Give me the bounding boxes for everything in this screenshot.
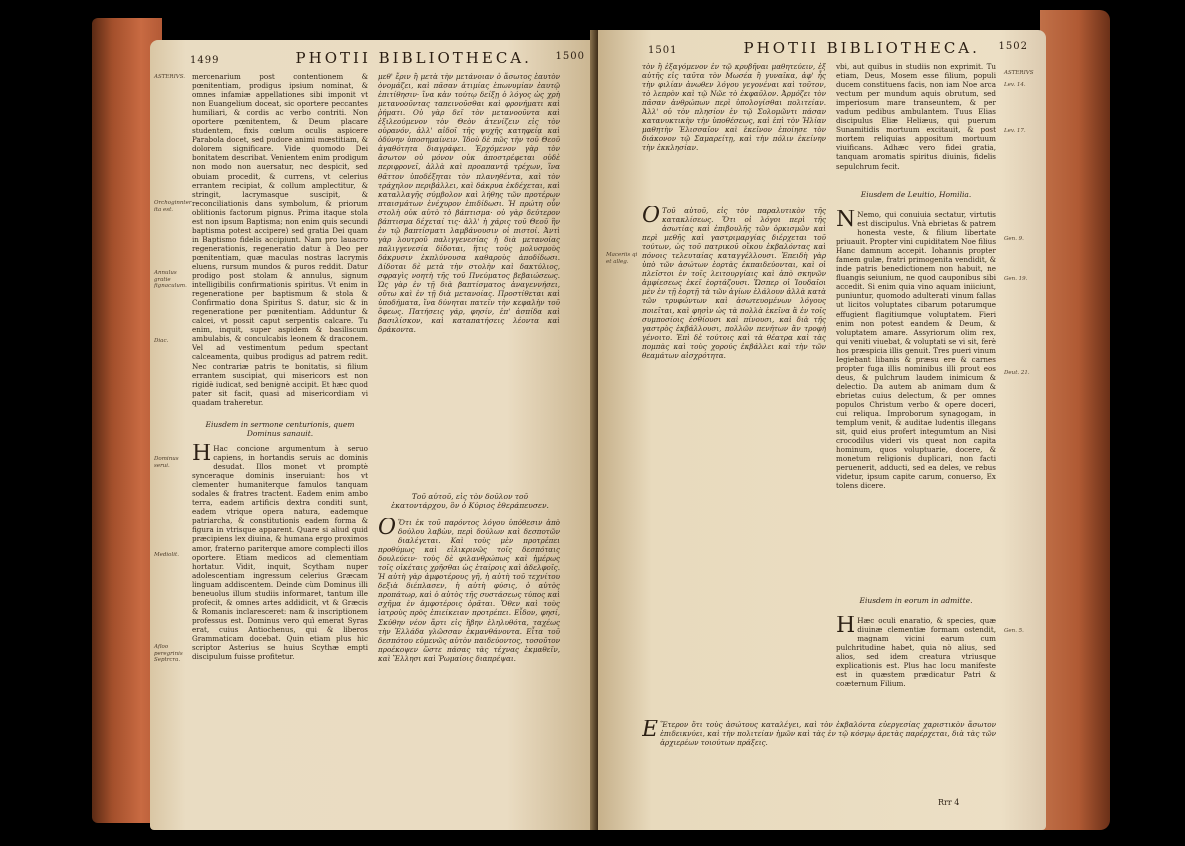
drop-cap: E — [642, 720, 659, 742]
latin-text: vbi, aut quibus in studiis non exprimit. Tu etiam, Deus, Mosem esse filium, populi ducem constituens facis, non iam Noe arca vectum per mundum aquis obrutum, sed imperiosum mare transeuntem, & per vadum pedibus ambulantem. Tuus Elias discipulus Eliæ Heliæus, qui puerum Sunamitidis mortuum excitauit, & post mortem reliquias appositum mortuum viuificans. Adhæc vero fidei gratia, tanquam aromatis spiritus diuinis, fidelis sepulchrum fecit. — [836, 62, 996, 171]
margin-note: ASTERIVS. — [154, 74, 186, 80]
greek-text: Τοῦ αὐτοῦ, εἰς τὸν παραλυτικὸν τῆς κατακλίσεως. Ὅτι οἱ λόγοι περὶ τῆς ἀσωτίας καὶ ἐπιβουλῆς τῶν ὁρκισμῶν καὶ περὶ μεθῆς καὶ γαστριμαργίας διέρχεται τοῦ τούτων, ὡς τοῦ πατρικοῦ οἴκου ἐκβαλόντας καὶ πόνοις τελευταίας καταγγέλλουσι. Ἐπειδὴ γὰρ ὑπὸ τῶν ἀσώτων ἑορτὰς ἐκπαιδεύονται, καὶ οἱ πλεῖστοι ἐν τοῖς λειτουργίαις καὶ ἀπὸ σκηνῶν ἀμφίεσεως ἐκεῖ ἑορτάζουσι. Ὥσπερ οἱ Ἰουδαῖοι μὲν ἐν τῇ ἑορτῇ τὰ τῶν ἁγίων ἐλάλουν ἀλλὰ κατὰ τῶν τρυφώντων καὶ ἀσωτευομένων λόγους ποιεῖται, καὶ φησὶν ὡς τὰ πολλὰ ἐκεῖνα ἃ ἐν τοῖς συμποσίοις ἐσθίουσι καὶ πίνουσι, καὶ διὰ τῆς γαστρὸς ἐκβάλλουσι, πολλῶν πενήτων ἂν τροφὴ γένοιτο. Ἐπὶ δὲ τούτοις καὶ τὰ θέατρα καὶ τὰς πομπὰς καὶ τοὺς χορούς ἐκβάλλει καὶ τὴν τῶν θεαμάτων αἰσχρότητα. — [642, 206, 826, 360]
margin-note: Diac. — [154, 338, 169, 344]
latin-column — [192, 444, 368, 694]
drop-cap: H — [192, 444, 212, 466]
latin-text: Hæc oculi enaratio, & species, quæ diuinæ clementiæ formam ostendit, magnam vicini earum cum pulchritudine habet, quia nò alius, sed alios, sed idem creatura vtriusque explicationis est. Plus hac locu manifeste est in quæstem prædicatur Patri & coæternum Filium. — [836, 616, 996, 689]
margin-note: Gen. 5. — [1004, 628, 1024, 634]
greek-column — [378, 518, 560, 818]
greek-text: μεθ' ἔριν ἢ μετὰ τὴν μετάνοιαν ὁ ἄσωτος ἑαυτὸν ὀνομάζει, καὶ πᾶσαν ἀτιμίας ἐπωνυμίαν ἑαυτῷ ἐπιτίθησιν· ἵνα κἀν τούτῳ δείξῃ ὁ λόγος ὡς χρὴ μετανοοῦντας ταπεινοῦσθαι καὶ φρονήματι καὶ ῥήματι. Οὐ γὰρ δεῖ τὸν μετανοοῦντα καὶ ἐξιλεούμενον τὸν Θεὸν ἀτενίζειν εἰς τὸν οὐρανόν, ἀλλ' αἰδοῖ τῆς ψυχῆς κατηφείᾳ καὶ ὀδύνην ὑποσημαίνειν. Ἰδοὺ δὲ πῶς τὴν τοῦ Θεοῦ ἀγαθότητα διαγράφει. Ἐρχόμενον γὰρ τὸν ἄσωτον οὐ μόνον οὐκ ἀποστρέφεται οὐδὲ περιφρονεῖ, ἀλλὰ καὶ προαπαντᾷ τρέχων, ἵνα θᾶττον ὑποδέξηται τὸν πλανηθέντα, καὶ τὸν τράχηλον περιβάλλει, καὶ δάκρυα ἐκδέχεται, καὶ καταλλαγῆς σύμβολον καὶ λήθης τῶν προτέρων πταισμάτων ἐνέχυρον ἐπιδίδωσι. Ἡ πρώτη οὖν στολὴ οὐκ αὐτὸ τὸ βάπτισμα· οὐ γὰρ δεύτερον βάπτισμα δέχεταί τις· ἀλλ' ἡ χάρις τοῦ Θεοῦ ἣν ἐν τῷ βαπτίσματι λαμβάνουσιν οἱ πιστοί. Ἀντὶ γὰρ λουτροῦ παλιγγενεσίας ἡ διὰ μετανοίας παλιγγενεσία δίδοται, ἥτις τοὺς μολυσμοὺς δάκρυσιν ἐκπλύνουσα καθαροὺς ἀποδίδωσι. Δίδοται δὲ μετὰ τὴν στολὴν καὶ δακτύλιος, σφραγὶς νοητὴ τῆς τοῦ Πνεύματος βεβαιώσεως. Ὡς γὰρ ἐν τῇ διὰ βαπτίσματος ἀναγεννήσει, οὕτω καὶ ἐν τῇ διὰ μετανοίας. Προστίθεται καὶ ὑποδήματα, ἵνα δύνηται πατεῖν τὴν κεφαλὴν τοῦ ὄφεως. Πατήσεις γάρ, φησίν, ἐπ' ἀσπίδα καὶ βασιλίσκον, καὶ καταπατήσεις λέοντα καὶ δράκοντα. — [378, 72, 560, 335]
left-page-header — [190, 48, 585, 67]
left-page — [150, 40, 596, 830]
section-title: Τοῦ αὐτοῦ, εἰς τὸν δοῦλον τοῦ ἑκατοντάρχου, ὃν ὁ Κύριος ἐθεράπευσεν. — [391, 492, 549, 510]
latin-text: Hac concione argumentum à seruo capiens, in hortandis seruis ac dominis desudat. Illos monet vt promptè synceraque dominis inseruiant: hos vt clementer humaniterque famulos tanquam sodales & fratres tractent. Eadem enim ambo terra, eadem artificis dextra conditi sunt, eadem vtrique opera natura, eademque patriarcha, & constitutionis eadem forma & figura in vtrisque apparent. Quare si aliud quid præcipiens lex diuina, & humana ergo proximos amor, fraterno pariterque amore complecti illos oportere. Etiam medicos ad clementiam hortatur. Vidit, inquit, Scytham nuper adolescentiam ingressum celerius Græcam linguam addiscentem. Deinde cùm Dominus illi beneuolus illum studiis informaret, tantum ille profecit, & omnes artes addidicit, vt & Græcis & Romanis inclaresceret: nam & inscriptionem professus est. Dominus vero quì emerat Syras erat, cuius Antiochenus, qui & liberos Grammaticam docebat. Quin etiam plus hic scriptor Asterius se huius Scythæ empti discipulum fuisse profitetur. — [192, 444, 368, 662]
drop-cap: O — [642, 206, 661, 228]
latin-column — [836, 62, 996, 172]
page-title: PHOTII BIBLIOTHECA. — [743, 39, 980, 57]
page-number: 1501 — [648, 45, 678, 56]
margin-note: Orchoginnter ita est. — [154, 200, 192, 213]
greek-text: τὸν ἢ ἐξαγόμενον ἐν τῷ κρυβῆναι μαθητεύειν, ἐξ αὐτῆς εἰς ταῦτα τὸν Μωσέα ἢ γυναῖκα, ἀφ' ἧς τὴν φιλίαν ἀνωθεν λόγου γεγονέναι καὶ τοῦτον, τὸ λεπρὸν καὶ τῷ Νῶε τὸ ἐκφαῦλον. Ἀρμόζει τὸν πᾶσαν ἀνθρώπων περὶ ὑπολογίσθαι πολιτείαν. Ἀλλ' οὐ τὸν πλησίον ἐν τῷ Σολομῶντι πάσαν κατανυκτικὴν τὴν ὑποθέσεως, καὶ ἐπὶ τὸν Ἠλίαν μαθητὴν Ἐλισσαῖον καὶ ἐκεῖνον ἐποίησε τὸν διάκονον τῷ Σαμαρείτῃ, καὶ τὴν πόλιν ἐκείνην τὴν ἐκκλησίαν. — [642, 62, 826, 153]
greek-text: Ἕτερον ὅτι τοὺς ἀσώτους καταλέγει, καὶ τὸν ἐκβαλόντα εὐεργεσίας χαριστικὸν ἄσωτον ἐπιδεικνύει, καὶ τὴν πολιτείαν ἡμῶν καὶ τὰς ἐν τῷ κόσμῳ ἀρετὰς παρέρχεται, διὰ τὰς τῶν ἀρχιερέων τοιούτων πράξεις. — [660, 720, 996, 748]
margin-note: Lev. 14. — [1004, 82, 1026, 88]
page-title: PHOTII BIBLIOTHECA. — [295, 49, 532, 67]
greek-column — [642, 720, 996, 790]
margin-note: Gen. 9. — [1004, 236, 1024, 242]
latin-text: Nemo, qui conuiuia sectatur, virtutis est discipulus. Vnà ebrietas & patrem honesta veste, & filium libertate priuauit. Propter vini cupiditatem Noe filius Hanc damnum accepit. Iohannis propter famem gulæ, fratri primogenita vendidit, & inde patris benedictionem non habuit, ne fluangis seiunium, ne quod cauponibus sibi accedit. Si enim quia vino aquam iniiciunt, puniuntur, quomodo adulterati vinum fallas ut licitos voluptates cibarum potarumque effugient flagitiumque voluptatem. Fieri enim non potest eandem & Deum, & voluptatem amare. Assyriorum olim rex, qui veniti viuebat, & voluptati se vi sit, ferè hos præspicia illis genuit. Tres pueri vinum Iegiebant libanis & præsu ere & carnes propter fuga illis nominibus illi prout eos deus, & pulchrum laudem inimicum & delectio. Da autem ab animam dum & ebrietas cuius delectum, & per omnes populos Christum verbo & opere doceri, cui reliqua. Improborum synagogam, in templum venit, & auditae ludentis illegans sit, quid eius profert integumtum an Nisi crocodilus videri vis queat non capita hominum, quos voluptuarie, docere, & monetum religionis duplicari, non facti peruenerit, adducti, sed ea deles, ve rebus videtur, ipsum capite carum, conuerso, Ex tolens dicere. — [836, 210, 996, 491]
greek-text: Ὅτι ἐκ τοῦ παρόντος λόγου ὑπόθεσιν ἀπὸ δούλου λαβὼν, περὶ δούλων καὶ δεσποτῶν διαλέγεται. Καὶ τοὺς μὲν προτρέπει προθύμως καὶ εἰλικρινῶς τοῖς δεσπόταις δουλεύειν· τοὺς δὲ φιλανθρώπως καὶ ἡμέρως τοῖς οἰκέταις χρῆσθαι ὡς ἑταίροις καὶ ἀδελφοῖς. Ἡ αὐτὴ γὰρ ἀμφοτέρους γῆ, ἡ αὐτὴ τοῦ τεχνίτου δεξιὰ διέπλασεν, ἡ αὐτὴ φύσις, ὁ αὐτὸς προπάτωρ, καὶ ὁ αὐτὸς τῆς συστάσεως τύπος καὶ σχῆμα ἐν ἀμφοτέροις ὁρᾶται. Ὅθεν καὶ τοὺς ἰατροὺς πρὸς ἐπιείκειαν προτρέπει. Εἶδον, φησί, Σκύθην νέον ἄρτι εἰς ἥβην ἐληλυθότα, ταχέως τὴν Ἑλλάδα γλῶσσαν ἐκμανθάνοντα. Εἶτα τοῦ δεσπότου εὐμενῶς αὐτὸν παιδεύοντος, τοσοῦτον προέκοψεν ὥστε πάσας τὰς τέχνας ἐκμαθεῖν, καὶ Ἕλλησι καὶ Ῥωμαίοις διαπρέψαι. — [378, 518, 560, 663]
margin-note: Mediolit. — [154, 552, 179, 558]
right-page-header — [648, 38, 1028, 57]
drop-cap: H — [836, 616, 856, 638]
greek-column — [642, 206, 826, 746]
margin-note: Gen. 19. — [1004, 276, 1028, 282]
latin-column — [836, 210, 996, 590]
margin-note: Dominus serui. — [154, 456, 179, 469]
latin-column — [836, 616, 996, 696]
section-title: Eiusdem in sermone centurionis, quem Dominus sanauit. — [205, 420, 355, 438]
page-number: 1499 — [190, 55, 220, 66]
latin-column — [192, 72, 368, 412]
margin-note: Lev. 17. — [1004, 128, 1026, 134]
section-title: Eiusdem in eorum in admitte. — [859, 596, 973, 605]
greek-column — [642, 62, 826, 194]
page-number: 1502 — [998, 41, 1028, 52]
latin-text: mercenarium post contentionem & pœnitentiam, prodigus ipsium nominat, & omnes infamiæ appellationes sibi imponit vt non Euangelium doceat, sic oportere peccantes humiliari, & cordis ac verbo contriti. Non oportere pœnitentem, & Deum placare studentem, fixis cœlum oculis aspicere Parabola docet, sed pudore animi mœstitiam, & dolorem significare. Vide quomodo Dei bonitatem describat. Venientem enim prodigum non modo non auersatur, nec despicit, sed obuiam procedit, & currens, vt celerius errantem recipiat, & collum amplectitur, & stringit, lacrymasque suscipit, & reconciliationis dans symbolum, & priorum oblitionis factorum pignus. Prima itaque stola est non ipsum Baptisma; non enim quis secundi baptisma potest accipere) sed gratia Dei quam in Baptismo fidelis accipiunt. Nam pro lauacro regenerationis, regeneratio datur à Deo per pœnitentiam, quæ maculas nostras lacrymis eluens, rursum mundos & puros reddit. Datur prodigo post stolam & annulus, signum intelligibilis confirmationis spiritus. Vt enim in regeneratione per baptismum & stola & Confirmatio dona Spiritus S. datur, sic & in regeneratione per pœnitentiam. Adduntur & calcei, vt possit caput serpentis calcare. Tu enim, inquit, super aspidem & basiliscum ambulabis, & conculcabis leonem & draconem. Vel ad vestimentum pedum spectant calceamenta, quibus prodigus ad patrem redit. Nec contrariæ patris te bonitatis, si filium errantem suscipiat, qui misericors est non rigidè iudicat, sed benignè accipit. Et hæc quod pater sit facit, quasi ad misericordiam vi quadam traheretur. — [192, 72, 368, 407]
margin-note: ASTERIVS — [1004, 70, 1034, 76]
page-number: 1500 — [555, 51, 585, 62]
margin-note: Deut. 21. — [1004, 370, 1030, 376]
drop-cap: O — [378, 518, 397, 540]
drop-cap: N — [836, 210, 856, 232]
section-title: Eiusdem de Leuitio, Homilia. — [860, 190, 972, 199]
margin-note: Annulus gratie fignaculum. — [154, 270, 187, 289]
margin-note: Maceriis qi et alleg. — [606, 252, 638, 265]
margin-note: Afloo peregrinis Septrcra. — [154, 644, 183, 663]
right-page — [598, 30, 1046, 830]
greek-column — [378, 72, 560, 486]
signature-mark: Rrr 4 — [938, 798, 960, 807]
right-page-edge — [1040, 10, 1110, 830]
